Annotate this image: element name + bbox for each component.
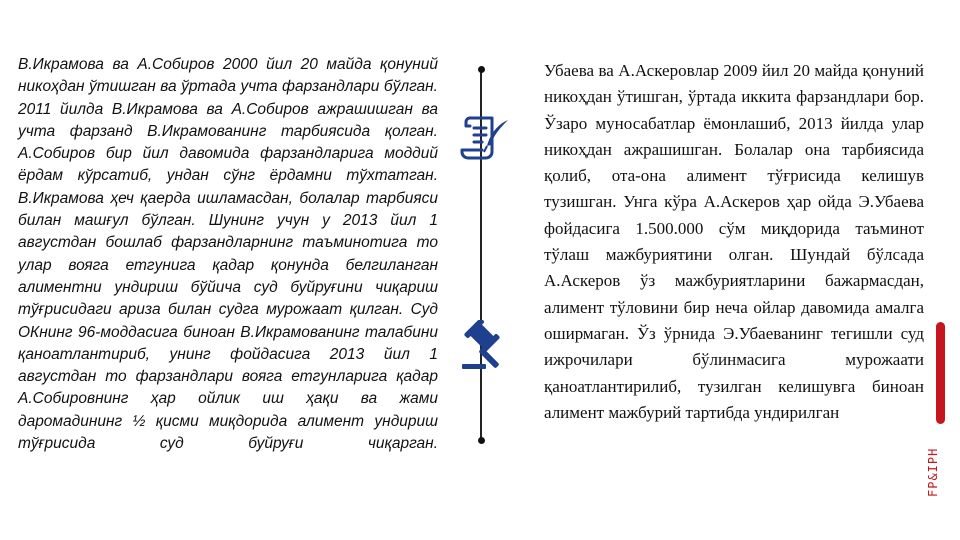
case-text-right: Убаева ва А.Аскеровлар 2009 йил 20 майда қонуний никоҳдан ўтишган, ўртада иккита фарзандлари бор. Ўзаро муносабатлар ёмонлашиб, 2013 йилда улар никоҳдан ажрашишган. Болалар она тарбиясида қолиб, ота-она алимент тўғрисида келишув тузишган. Унга кўра А.Аскеров ҳар ойда Э.Убаева фойдасига 1.500.000 сўм миқдорида таъминот тўлаш мажбуриятини олган. Шундай бўлсада А.Аскеров ўз мажбуриятларини бажармасдан, алимент тўловини бир неча ойлар давомида амалга оширмаган. Ўз ўрнида Э.Убаеванинг тегишли суд ижрочилари бўлинмасига мурожаати қаноатлантирилиб, тузилган келишувга биноан алимент мажбурий тартибда ундирилган [544, 61, 924, 422]
timeline-dot-bottom [478, 437, 485, 444]
timeline-dot-top [478, 66, 485, 73]
brand-label: FP&IPH [926, 447, 940, 497]
accent-bar [936, 322, 945, 424]
case-text-left: В.Икрамова ва А.Собиров 2000 йил 20 майда қонуний никоҳдан ўтишган ва ўртада учта фарзандлари бўлган. 2011 йилда В.Икрамова ва А.Собиров ажрашишган ва учта фарзанд В.Икрамованинг тарбиясида қолган. А.Собиров бир йил давомида фарзандларига моддий ёрдам кўрсатиб, ундан сўнг ёрдамни тўхтатган. В.Икрамова ҳеч қаерда ишламасдан, болалар тарбияси билан машғул бўлган. Шунинг учун у 2013 йил 1 августдан бошлаб фарзандларнинг таъминотига то улар вояга етгунига қадар қонунда белгиланган алиментни ундириш бўйича суд буйруғини чиқариш тўғрисидаги ариза билан судга мурожаат қилган. Суд ОКнинг 96-моддасига биноан В.Икрамованинг талабини қаноатлантириб, унинг фойдасига 2013 йил 1 августдан то фарзандлари вояга етгунларига қадар А.Собировнинг ҳар ойлик иш ҳақи ва жами даромадининг ½ қисми миқдорида алимент ундириш тўғрисида суд буйруғи чиқарган. [18, 56, 438, 453]
document-quill-icon [460, 112, 512, 164]
gavel-icon [456, 320, 508, 372]
